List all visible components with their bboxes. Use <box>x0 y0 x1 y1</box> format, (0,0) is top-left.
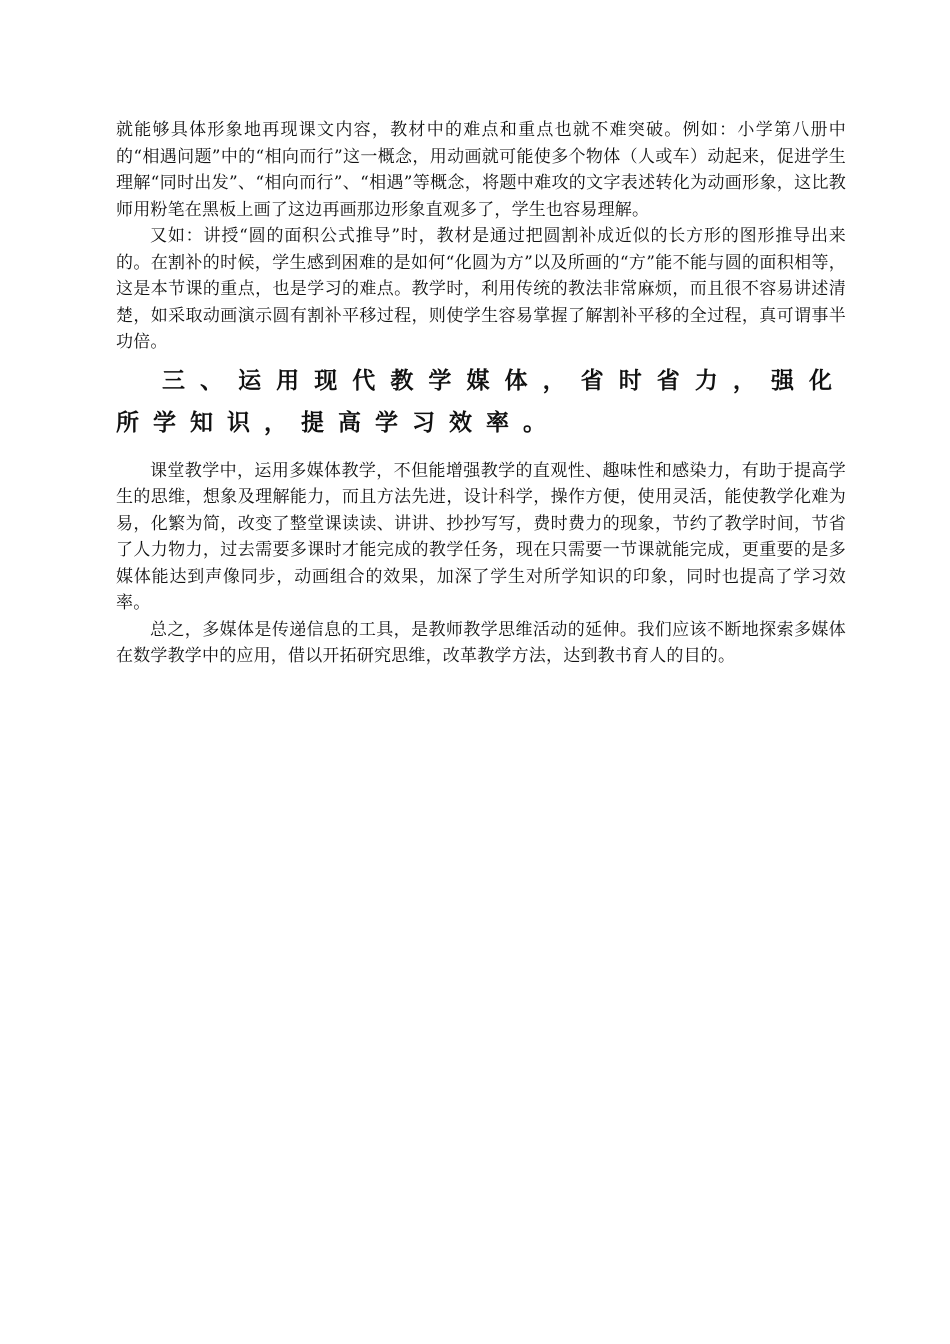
section-heading-three: 三、运用现代教学媒体，省时省力，强化所学知识，提高学习效率。 <box>116 366 846 436</box>
paragraph-conclusion: 总之，多媒体是传递信息的工具，是教师教学思维活动的延伸。我们应该不断地探索多媒体在数学教学中的应用，借以开拓研究思维，改革教学方法，达到教书育人的目的。 <box>116 619 846 666</box>
document-body <box>116 117 846 670</box>
paragraph-classroom-teaching: 课堂教学中，运用多媒体教学，不但能增强教学的直观性、趣味性和感染力，有助于提高学生的思维，想象及理解能力，而且方法先进，设计科学，操作方便，使用灵活，能使教学化难为易，化繁为简，改变了整堂课读读、讲讲、抄抄写写，费时费力的现象，节约了教学时间，节省了人力物力，过去需要多课时才能完成的教学任务，现在只需要一节课就能完成，更重要的是多媒体能达到声像同步，动画组合的效果，加深了学生对所学知识的印象，同时也提高了学习效率。 <box>116 460 846 613</box>
paragraph-circle-area-example: 又如：讲授“圆的面积公式推导”时，教材是通过把圆割补成近似的长方形的图形推导出来的。在割补的时候，学生感到困难的是如何“化圆为方”以及所画的“方”能不能与圆的面积相等，这是本节课的重点，也是学习的难点。教学时，利用传统的教法非常麻烦，而且很不容易讲述清楚，如采取动画演示圆有割补平移过程，则使学生容易掌握了解割补平移的全过程，真可谓事半功倍。 <box>116 226 846 352</box>
paragraph-animation-example: 就能够具体形象地再现课文内容，教材中的难点和重点也就不难突破。例如：小学第八册中的“相遇问题”中的“相向而行”这一概念，用动画就可能使多个物体（人或车）动起来，促进学生理解“同时出发”、“相向而行”、“相遇”等概念，将题中难攻的文字表述转化为动画形象，这比教师用粉笔在黑板上画了这边再画那边形象直观多了，学生也容易理解。 <box>116 120 846 220</box>
